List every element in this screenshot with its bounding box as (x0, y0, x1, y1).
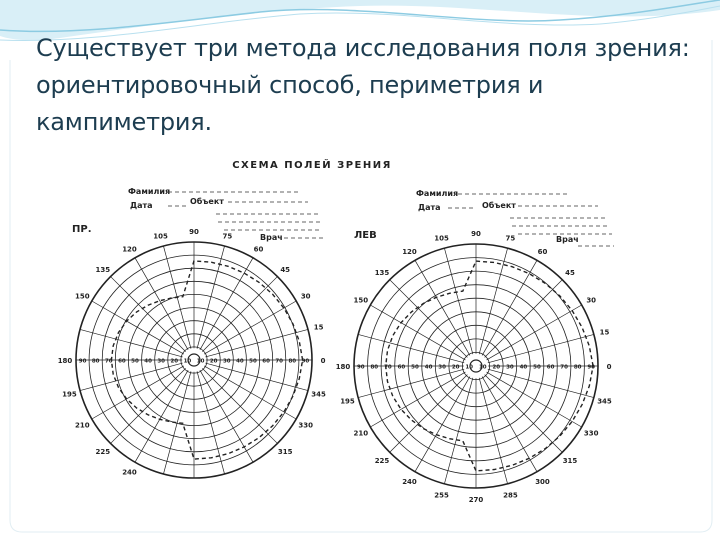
right-chart-scale-label: 90 (587, 364, 596, 371)
slide-title: Существует три метода исследования поля зрения: ориентировочный способ, периметрия и кампиметрия. (36, 34, 690, 136)
right-chart-angle-label: 135 (374, 269, 390, 277)
right-chart-scale-label: 80 (573, 364, 582, 371)
right-chart-angle-label: 60 (537, 247, 548, 256)
right-chart-angle-label: 0 (606, 363, 612, 371)
right-chart-scale-label: 20 (492, 364, 501, 371)
right-chart-scale-label: 30 (438, 364, 446, 371)
left-chart-angle-label: 75 (222, 232, 233, 241)
left-chart-angle-label: 120 (122, 245, 137, 254)
right-form-doctor: Врач (556, 235, 579, 244)
left-chart-scale-label: 60 (262, 358, 270, 365)
right-chart-scale-label: 50 (411, 364, 419, 371)
left-chart-angle-label: 45 (280, 265, 291, 274)
right-chart-angle-label: 225 (374, 457, 390, 465)
left-form-doctor: Врач (260, 233, 283, 242)
right-chart-scale-label: 80 (370, 364, 379, 371)
left-chart-scale-label: 50 (249, 358, 257, 365)
left-chart-angle-label: 90 (189, 228, 199, 236)
right-chart-angle-label: 45 (565, 269, 575, 277)
left-chart-angle-label: 225 (95, 448, 111, 457)
right-chart-scale-label: 70 (560, 364, 568, 371)
right-chart-scale-label: 60 (397, 364, 406, 371)
left-chart-angle-label: 150 (74, 292, 90, 301)
right-chart-angle-label: 150 (353, 296, 369, 305)
left-chart-angle-label: 30 (300, 292, 311, 301)
left-chart-scale-label: 60 (118, 358, 126, 365)
right-form-surname: Фамилия (416, 189, 459, 198)
right-chart-angle-label: 315 (562, 457, 578, 465)
left-chart-angle-label: 15 (313, 323, 324, 332)
right-chart-scale-label: 60 (546, 364, 555, 371)
left-chart-angle-label: 315 (277, 448, 293, 457)
left-chart-scale-label: 20 (170, 358, 179, 365)
left-chart-scale-label: 30 (222, 358, 231, 365)
right-eye-label: ЛЕВ (354, 230, 377, 241)
left-chart-scale-label: 50 (131, 358, 139, 365)
right-chart-angle-label: 270 (468, 496, 484, 504)
left-chart-angle-label: 105 (153, 232, 168, 241)
right-chart-angle-label: 345 (597, 397, 612, 406)
right-chart-angle-label: 330 (583, 429, 599, 438)
right-chart-angle-label: 195 (340, 397, 355, 406)
right-chart-scale-label: 20 (451, 364, 460, 371)
visual-field-chart-figure (48, 152, 670, 520)
left-eye-label: ПР. (72, 224, 92, 235)
right-chart-angle-label: 240 (402, 478, 417, 487)
left-chart-angle-label: 135 (95, 265, 111, 274)
right-chart-angle-label: 255 (434, 491, 449, 500)
right-chart-angle-label: 120 (402, 247, 417, 256)
left-chart-angle-label: 330 (298, 421, 314, 430)
left-chart-angle-label: 0 (320, 357, 326, 365)
right-chart-angle-label: 30 (586, 296, 597, 305)
right-chart-scale-label: 10 (465, 364, 474, 371)
right-form-object: Объект (482, 201, 516, 210)
left-chart-angle-label: 210 (74, 421, 90, 430)
right-chart-scale-label: 40 (519, 364, 528, 371)
left-form-date: Дата (130, 201, 153, 210)
right-chart-angle-label: 90 (471, 230, 481, 238)
left-chart-scale-label: 70 (104, 358, 113, 365)
right-chart-scale-label: 70 (384, 364, 392, 371)
right-chart-angle-label: 210 (353, 429, 369, 438)
left-chart-angle-label: 240 (122, 468, 137, 477)
right-chart-angle-label: 75 (505, 234, 516, 243)
left-chart-scale-label: 10 (196, 358, 205, 365)
left-chart-angle-label: 345 (311, 390, 326, 399)
left-chart-scale-label: 80 (288, 358, 297, 365)
left-chart-scale-label: 80 (91, 358, 100, 365)
left-chart-angle-label: 195 (62, 390, 77, 399)
right-chart-angle-label: 180 (335, 363, 351, 371)
left-chart-angle-label: 180 (57, 357, 73, 365)
right-chart-angle-label: 300 (535, 478, 550, 487)
right-form-date: Дата (418, 203, 441, 212)
left-chart-scale-label: 40 (236, 358, 244, 365)
left-chart-scale-label: 20 (209, 358, 218, 365)
right-chart-scale-label: 30 (506, 364, 514, 371)
right-chart-angle-label: 285 (503, 491, 518, 500)
figure-heading: СХЕМА ПОЛЕЙ ЗРЕНИЯ (232, 160, 392, 171)
left-chart-scale-label: 70 (275, 358, 284, 365)
left-chart-scale-label: 40 (144, 358, 152, 365)
left-chart-scale-label: 90 (78, 358, 87, 365)
left-chart-scale-label: 30 (157, 358, 166, 365)
right-chart-scale-label: 90 (356, 364, 365, 371)
left-form-object: Объект (190, 197, 224, 206)
right-chart-angle-label: 15 (599, 328, 610, 337)
left-form-surname: Фамилия (128, 187, 171, 196)
right-chart-scale-label: 10 (478, 364, 487, 371)
right-chart-angle-label: 105 (434, 234, 449, 243)
left-chart-scale-label: 90 (301, 358, 310, 365)
left-chart-scale-label: 10 (183, 358, 192, 365)
right-chart-scale-label: 40 (424, 364, 433, 371)
right-chart-scale-label: 50 (533, 364, 541, 371)
left-chart-angle-label: 60 (253, 245, 264, 254)
